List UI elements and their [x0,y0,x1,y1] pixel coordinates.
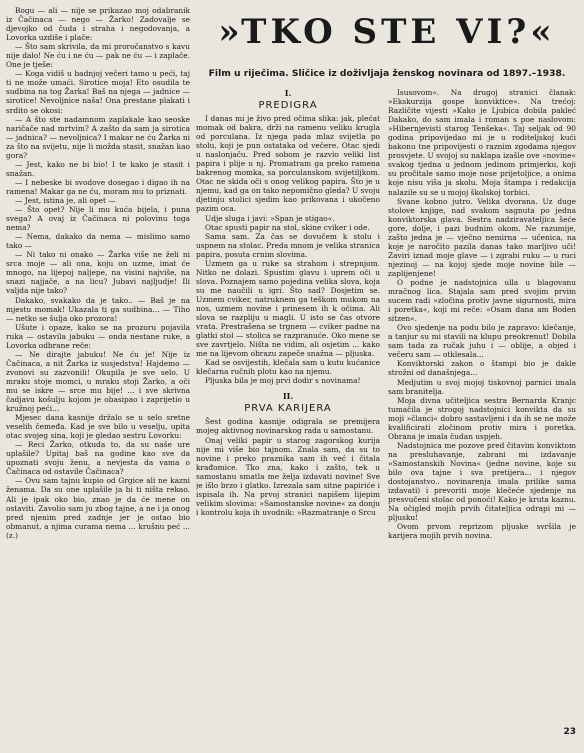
paragraph: O podne je nadstojnica ulla u blagovanu mračnog lica. Stajala sam pred svojim prvim sucem radi »zločina protiv javne sigurnosti, mira i poretka«, koji mi reče: »Osam dana am Boden sitzen«. [388,277,576,324]
paragraph: Isusovom«. Na drugoj stranici članak: »Ekskurzija gospe konviktice«. Na trećoj: Različite vijesti »Kako je Ljubica dobila pakleć Dakako, do sam imala i roman s poe naslovom: »Hibernjevisti starog Tenšeka«. Taj seljak od 90 godina pripovijedao mi je u roditeljskoj kući bakonu tne pripovijesti o raznim zgodama njegov prosvjete. U svojoj su naklapa izašle ove »novine« svakog tjedna u jednom jedinom primjerku, koji su pročitale samo moje nose prijetoljice, a onima koje nisu viša ja skolu. Moja štampa i redakcija nalazile su se u mojoj školskoj torbici. [388,88,576,197]
paragraph: — Reci Žarko, otkuda to, da su naše ure uplašile? Upitaj baš na godine kao sve da upoznati svoju ženu, a nevjesta da vama o Čačinaca od ostavile Čačinaca? [6,440,190,477]
paragraph: — I nebeske bi svodove dosegao i digao ih na ramena! Makar ga ne ću, moram mu to priznati. [6,177,190,196]
section-number: I. [284,88,292,98]
right-column [388,88,576,728]
paragraph: I danas mi je živo pred očima slika: jak, plećat momak od bakra, drži na ramenu veliku krugla od porculana. Iz njega pada mlaz svijetla po stolu, koji je pun ostataka od večere. Otac sjedi u naslonjaču. Pred sobom je razvio veliki list papira i plije u nj. Promatram ga preko ramena bakrenog momka, sa porculanskom svijetiljkom. Otac ne skida oči s onog velikog papira. Što je u njemu, kad ga on tako nepomično gleda? U svoju djetinju stolici sjedim kao prikovana i ukočeno pazim oca. [196,114,380,214]
paragraph: Konviktorski zakon o štampi bio je dakle strožni od današnjega... [388,359,576,378]
paragraph: Svane kobno jutro. Velika dvorana. Uz duge stolove knjige, nad svakom sagnuta po jedna konviktorska glava. Sestra nadziravateljica šeće gore, dolje, i pazi budnim okom. Ne razumije, zašto jedna je — vječno nemirna — učenica, na koje je naročito pazila danas tako marljivo uči! Zaviri iznad moje glave — i zgrabi ruku — u ruci njezinoj — na kojoj sjede moje novine bile — zaplijenjene! [388,196,576,278]
article-subtitle: Film u riječima. Sličice iz doživljaja ženskog novinara od 1897.–1938. [208,68,566,79]
left-column-story [6,6,190,728]
paragraph: Onaj veliki papir u starog zagorskog kurija nije mi više bio tajnom. Znala sam, da su to novine i preko praznika sam ih već i čitala krađomice. Tko zna, kako i zašto, tek u samostanu smatla me želja izdavati novine! Sve je išlo brzo i glatko. Izrezala sam sitne papiriće i ispisala ih. Na prvoj stranici napišem lijepim velikim slovima: »Samostanske novine« za donju i kontrolu koja ih uvodnik: »Razmatranje o Srcu [196,435,380,517]
paragraph: Dakako, svakako da je tako.. — Baš je na mjestu momak! Ukazala ti ga sudbina... — Tiho — netko se šulja oko prozora! [6,295,190,323]
paragraph: Moja divna učiteljica sestra Bernarda Kranjc tumačila je strogoj nadstojnici konvikta da su moji »članci« dobro sastavljeni i da ih se ne može kvalificirati zločinom protiv mira i poretka. Obrana je imala čudan uspjeh. [388,395,576,441]
paragraph: Ovo sjedenje na podu bilo je zapravo: klečanje, a tanjur su mi stavili na klupu preokrenut! Dobila sam tada za ručak juhu i — oblije, a objed i večeru sam — otklesala... [388,323,576,360]
paragraph: — Ovu sam tajnu kupio od Grgice ali ne kazni ženama. Da su one uplašile ja bi ti ništa rekao. Ali je ipak oko bio, znao je da će mene on ostaviti. Zavolio sam ju zbog tajne, a ne i ja onog pred njenim pred zadnje jer je ostao bio obmanut, a njima curama nema ... krušnu peć ... (z.) [6,476,190,540]
paragraph: — Što opet? Nije li mu kuća bijela, i puna svega? A ovaj iz Čačinaca ni polovinu toga nema? [6,205,190,233]
paragraph: Kad se osvijestih, klečala sam u kutu kućanice kleĉarna ručnih plotu kao na njemu. [196,358,380,377]
section-number: II. [282,391,294,402]
paragraph: Mjesec dana kasnije držalo se u selo sretne veselih čemeđa. Kad je sve bilo u veselju, upita otac svojeg sina, koji je gledao sestru Lovorku: [6,413,190,441]
middle-column [196,88,380,728]
paragraph: — Što sam skrivila, da mi proročanstvo s kavu nije dalo! Ne ću i ne ću — pak ne ću — i zaplače. One je tješe: [6,42,190,70]
paragraph: Sama sam. Za čas se dovučem k stolu i uspnem na stolac. Preda mnom je velika stranica papira, posuta crnim slovima. [196,231,380,259]
paragraph: Uzmem ga u ruke sa strahom i strepnjom. Nitko ne dolazi. Spustim glavu i uprem oči u slova. Poznajem samo pojedina velika slova, koja su me naučili u igri. Što sad? Dosjetim se. Uzmem cviker, natruknem ga teškom mukom na nos, uzmem novine i prinesem ih k očima. Ali slova se razpliju u magli. U isto se čas otvore vrata. Prestrašena se trgnem — cviker padne na glatki stol — stolica se razpranuće. Oko mene se sve zavrtjelo. Ništa ne vidim, ali osjetim ... kako me na lijevom obrazu zapeče snažna — pljuska. [196,258,380,359]
paragraph: — A što ste nadamnom zaplakale kao seoske naričače nad mrtvim? A zašto da sam ja sirotica — jadnica? — nevoljnica? I makar ne ću Žarka ni za što na svijetu, nije li možda stasit, snažan kao gora? [6,114,190,160]
paragraph: Otac spusti papir na stol, skine cviker i ode. [205,222,370,232]
paragraph: — Jest, kako ne bi bio! I te kako je stasit i snažan. [6,159,190,178]
section-title: PREDIGRA [258,100,318,111]
paragraph: — Nema, dakako da nema — mislimo samo tako — [6,232,190,251]
paragraph: Medjutim u svoj mojoj tiskovnoj parnici imala sam branitelja. [388,377,576,396]
article-title: »TKO STE VI?« [218,12,556,52]
paragraph: — Ne dirajte jabuku! Ne ću je! Nije iz Čačinaca, a nit Žarka iz susjedstva! Hajdemo — zvonovi su zazvonili! Okupila je sve selo. U mraku stoje momci, u mraku stoji Žarko, a oči mu se iskre — srce mu bije! ... i sve skrivna čadjavu košulju kojom je obasipao i zaprijetio u kružnoj peći... [6,349,190,414]
paragraph: — Ni tako ni onako — Žarka više ne želi ni srca moje — ali ona, koju on uzme, imat će mnogo, na lijepoj naljepe, na visini najviše, na snazi najjače, a na licu? Jubavi najljudje! Ili valjda nije tako? [6,250,190,296]
section-title: PRVA KARIJERA [244,403,332,415]
paragraph: Bogu — ali — nije se prikazao moj odabranik iz Čačinaca — nego — Žarko! Zadovalje se djevojko od čuda i straha i negodovanja, a Lovorka uzdiše i plače: [6,6,190,43]
paragraph: Nadstojnica me pozove pred čitavim konviktom na presluhavanje, zabrani mi izdavanje »Samostanskih Novina« (jedne novine, koje su bilo ova tajne i sva pretijera... i njegov dostojanstvo.. novinarenja imala prilike sama izdavati) i prevoriti moje klečeće sjedenje na presvučeni stolac od ponoći! Kako je kruta kaznu. Na očigled mojih prvih čitateljica odrapi mi — pljusku! [388,440,576,523]
paragraph: — Jest, istina je, ali opet — [15,195,116,205]
paragraph: Pljuska bila je moj prvi dodir s novinama! [205,376,361,386]
paragraph: Ušute i opaze, kako se na prozoru pojavila ruka — ostavila jabuku — onda nestane ruke, a Lovorka odbrane reče: [6,322,190,350]
paragraph: — Koga vidiš u badnjoj večeri tamo u peći, taj ti ne može umaći. Sirotice moja! Eto osudila te sudbina na tog Žarka! Baš na njega — jadnice — sirotice! Nevoljnice naša! Ona prestane plakati i srdito se okosi: [6,69,190,115]
paragraph: Šest godina kasnije odigrala se premijera mojeg aktivnog novinarskog rada u samostanu. [196,417,380,436]
paragraph: Ovom prvom reprizom pljuske svršila je karijera mojih prvih novina. [388,522,576,541]
paragraph: Udje sluga i javi: »Span je stigao«. [205,213,335,223]
page-number: 23 [563,727,576,737]
